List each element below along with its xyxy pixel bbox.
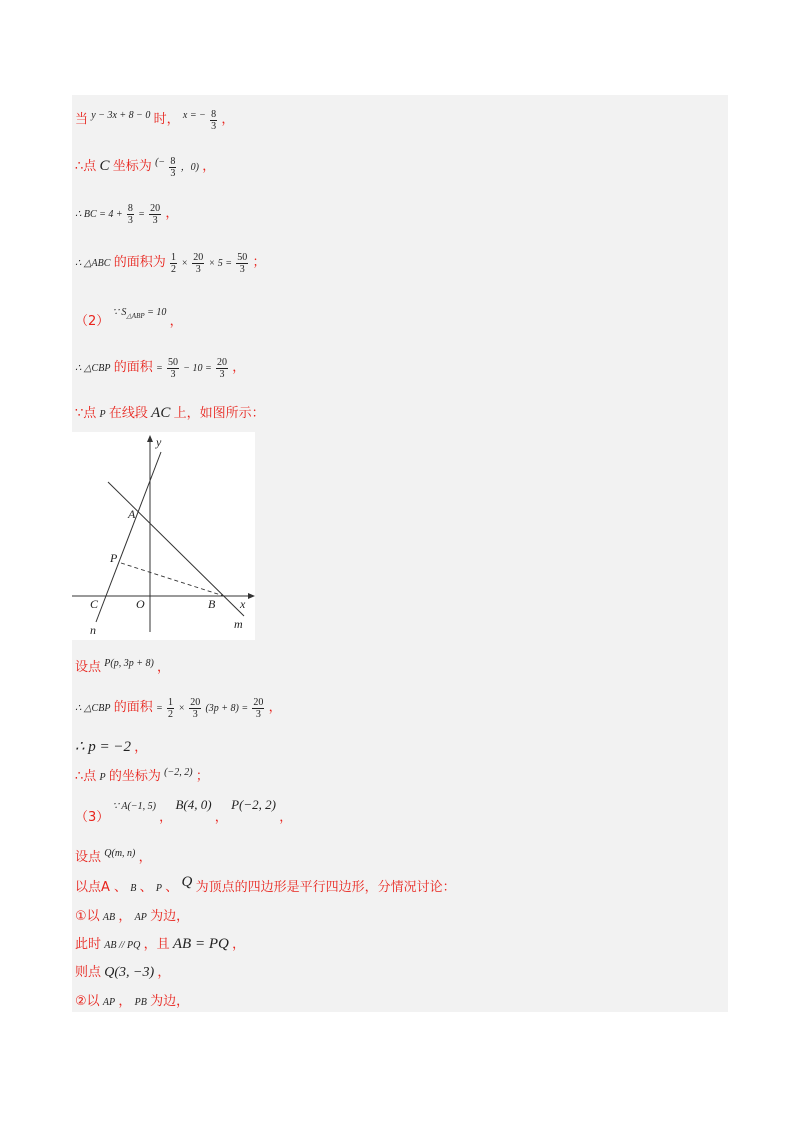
text: 的坐标为 bbox=[108, 769, 161, 784]
solution-line-15 bbox=[75, 905, 189, 924]
solution-line-8 bbox=[75, 656, 170, 675]
equation: y − 3x + 8 − 0 bbox=[91, 110, 151, 121]
text: 的面积 bbox=[113, 700, 153, 715]
equation: × bbox=[178, 703, 185, 714]
equation: B(4, 0) bbox=[175, 797, 212, 812]
point-label: P bbox=[99, 409, 106, 420]
equation: × bbox=[181, 258, 188, 269]
equation: Q(m, n) bbox=[104, 848, 136, 859]
text: ， bbox=[157, 660, 171, 675]
text: 当 bbox=[75, 112, 89, 127]
solution-line-7 bbox=[75, 402, 265, 422]
equation: × 5 = bbox=[208, 258, 232, 269]
equation: AB = PQ bbox=[172, 936, 229, 952]
text: 坐标为 bbox=[112, 159, 152, 174]
text: ， bbox=[232, 360, 246, 375]
text: 此时 bbox=[75, 937, 102, 952]
equation: ∴ △ABC bbox=[75, 258, 111, 269]
label-o: O bbox=[136, 597, 145, 611]
text: ， bbox=[268, 700, 282, 715]
equation: (− bbox=[155, 157, 166, 168]
text: ， bbox=[118, 994, 132, 1009]
fraction: $\frac{8}{3}$ bbox=[211, 108, 217, 132]
fraction: $\frac{8}{3}$ bbox=[170, 155, 176, 179]
text: 、 bbox=[139, 880, 153, 895]
point-label: B bbox=[130, 883, 137, 894]
solution-line-5 bbox=[75, 300, 183, 329]
equation: = bbox=[155, 703, 163, 714]
label-a: A bbox=[128, 507, 136, 521]
text: ， bbox=[232, 937, 246, 952]
text: ， bbox=[165, 206, 179, 221]
text: 时， bbox=[153, 112, 180, 127]
text: ， bbox=[279, 810, 293, 825]
coordinate-figure bbox=[72, 432, 255, 640]
segment-label: AP bbox=[102, 997, 116, 1008]
solution-line-17 bbox=[75, 961, 170, 981]
text: ∴点 bbox=[75, 159, 97, 174]
segment-label: AC bbox=[151, 405, 171, 421]
label-n: n bbox=[90, 623, 96, 637]
text: 、 bbox=[165, 880, 179, 895]
solution-line-12 bbox=[75, 794, 293, 825]
part-number: （2） bbox=[75, 314, 110, 329]
point-label: Q bbox=[181, 874, 193, 890]
equation: P(p, 3p + 8) bbox=[104, 658, 154, 669]
solution-line-6 bbox=[75, 356, 245, 380]
equation: ∵ A(−1, 5) bbox=[112, 801, 156, 812]
equation: = bbox=[155, 363, 163, 374]
fraction: $\frac{8}{3}$ bbox=[127, 202, 133, 226]
text: 上，如图所示： bbox=[173, 406, 265, 421]
solution-line-4 bbox=[75, 251, 265, 275]
text: ∵点 bbox=[75, 406, 97, 421]
fraction: $\frac{20}{3}$ bbox=[190, 696, 201, 720]
label-m: m bbox=[234, 617, 243, 631]
equation: Q(3, −3) bbox=[104, 965, 155, 980]
label-y: y bbox=[156, 435, 162, 449]
solution-line-1 bbox=[75, 108, 234, 132]
fraction: $\frac{20}{3}$ bbox=[193, 251, 204, 275]
equation: x = − bbox=[182, 110, 206, 121]
fraction: $\frac{1}{2}$ bbox=[170, 251, 176, 275]
label-c: C bbox=[90, 597, 99, 611]
text: ， bbox=[214, 810, 228, 825]
fraction: $\frac{20}{3}$ bbox=[216, 356, 227, 380]
solution-line-16 bbox=[75, 933, 245, 953]
equation: AB // PQ bbox=[104, 940, 141, 951]
equation: ∵ $S_{\triangle ABP} = 10$ bbox=[112, 307, 167, 320]
solution-line-3 bbox=[75, 202, 178, 226]
equation: − 10 = bbox=[183, 363, 212, 374]
segment-pb bbox=[121, 563, 224, 596]
text: 为边， bbox=[150, 994, 190, 1009]
text: ； bbox=[195, 769, 209, 784]
text: ， bbox=[134, 740, 148, 755]
text: 为顶点的四边形是平行四边形，分情况讨论： bbox=[195, 880, 456, 895]
fraction: $\frac{1}{2}$ bbox=[167, 696, 173, 720]
segment-label: AB bbox=[102, 912, 116, 923]
text: ， bbox=[221, 112, 235, 127]
label-b: B bbox=[208, 597, 216, 611]
text: ， bbox=[169, 314, 183, 329]
fraction: $\frac{20}{3}$ bbox=[253, 696, 264, 720]
fraction: $\frac{50}{3}$ bbox=[167, 356, 178, 380]
text: 在线段 bbox=[108, 406, 148, 421]
point-label: C bbox=[99, 158, 110, 174]
label-x: x bbox=[240, 597, 246, 611]
text: ，且 bbox=[143, 937, 170, 952]
text: ； bbox=[252, 255, 266, 270]
equation: ∴ △CBP bbox=[75, 363, 111, 374]
solution-line-2 bbox=[75, 155, 215, 179]
text: 的面积为 bbox=[113, 255, 166, 270]
solution-line-11 bbox=[75, 765, 209, 784]
equation: ，0) bbox=[180, 162, 199, 173]
fraction: $\frac{20}{3}$ bbox=[150, 202, 161, 226]
equation: (3p + 8) = bbox=[205, 703, 249, 714]
text: 的面积 bbox=[113, 360, 153, 375]
text: 则点 bbox=[75, 965, 102, 980]
point-label: P bbox=[155, 883, 163, 894]
text: ， bbox=[118, 909, 132, 924]
solution-line-18 bbox=[75, 990, 189, 1009]
segment-label: AP bbox=[134, 912, 147, 923]
text: ， bbox=[138, 850, 152, 865]
text: ②以 bbox=[75, 994, 100, 1009]
equation: (−2, 2) bbox=[164, 767, 193, 778]
text: ∴点 bbox=[75, 769, 97, 784]
solution-line-14 bbox=[75, 876, 456, 896]
equation: ∴ BC = 4 + bbox=[75, 209, 123, 220]
equation: ∴ △CBP bbox=[75, 703, 111, 714]
equation: = bbox=[138, 209, 145, 220]
fraction: $\frac{50}{3}$ bbox=[237, 251, 248, 275]
point-label: P bbox=[99, 772, 106, 783]
label-p: P bbox=[110, 551, 118, 565]
solution-line-13 bbox=[75, 846, 152, 865]
text: 设点 bbox=[75, 850, 102, 865]
text: 设点 bbox=[75, 660, 102, 675]
text: ， bbox=[157, 965, 171, 980]
solution-line-10 bbox=[75, 736, 147, 756]
part-number: （3） bbox=[75, 810, 110, 825]
text: ， bbox=[159, 810, 173, 825]
text: ①以 bbox=[75, 909, 100, 924]
equation: ∴ p = −2 bbox=[75, 739, 132, 755]
solution-line-9 bbox=[75, 696, 282, 720]
figure-svg bbox=[72, 432, 255, 640]
segment-label: PB bbox=[134, 997, 147, 1008]
text: 以点A 、 bbox=[75, 880, 128, 895]
text: 为边， bbox=[150, 909, 190, 924]
text: ， bbox=[202, 159, 216, 174]
equation: P(−2, 2) bbox=[231, 797, 276, 812]
